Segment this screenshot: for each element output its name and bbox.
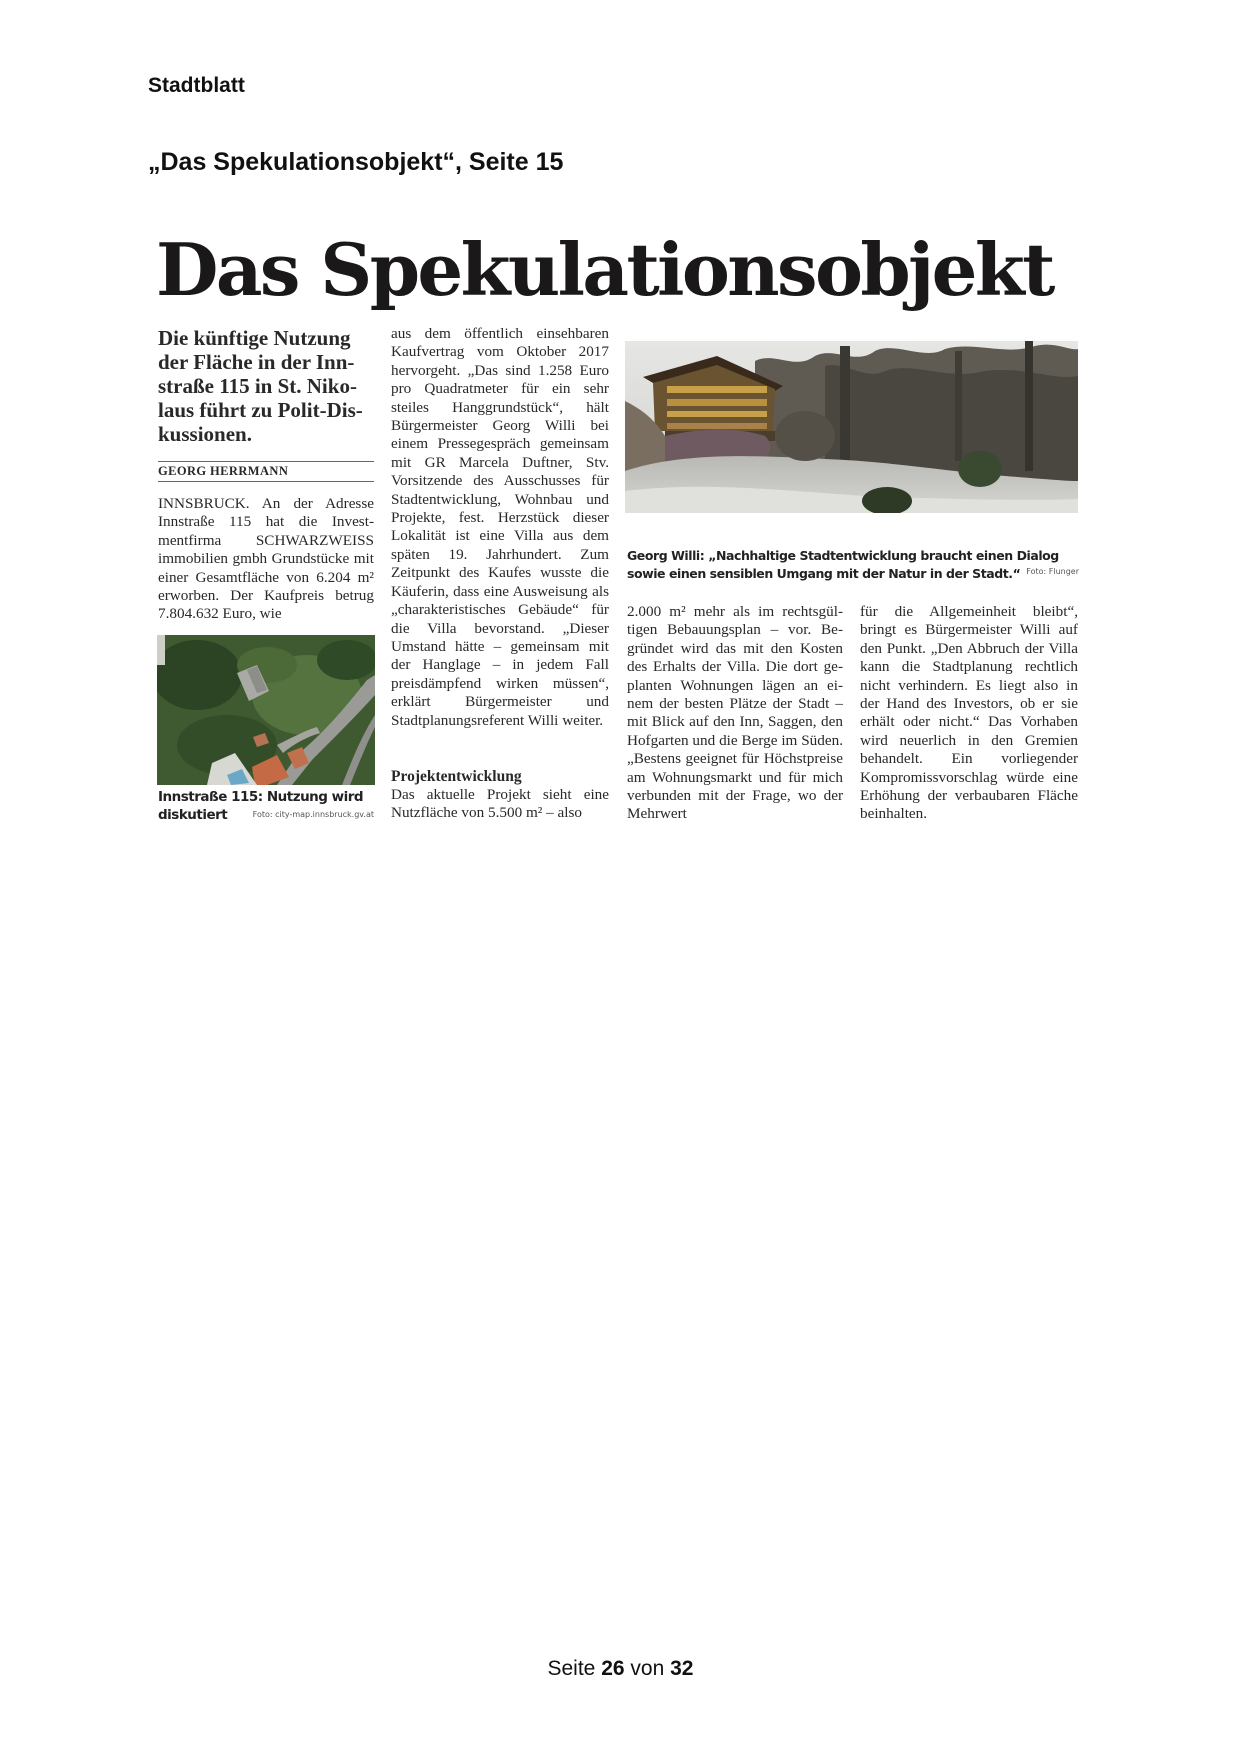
photo1-caption (158, 788, 374, 824)
article-column-2-continued: Das aktuelle Projekt sieht eine Nutzfläche von 5.500 m² – also (391, 786, 609, 822)
photo1-caption-text: Innstraße 115: Nutzung wird diskutiert (158, 789, 364, 823)
photo1-credit: Foto: city-map.innsbruck.gv.at (252, 810, 374, 819)
footer-middle: von (630, 1657, 665, 1680)
article-headline: Das Spekulationsobjekt (156, 227, 1053, 312)
byline-rule-top (158, 461, 374, 462)
footer-total-pages: 32 (670, 1657, 694, 1680)
article-column-2: aus dem öffentlich einsehbaren Kaufvertrag vom Oktober 2017 hervorgeht. „Das sind 1.258 Euro pro Quadratmeter für ein sehr steiles Hanggrundstück“, hält Bürgermeister Georg Willi bei einem Pressegespräch gemeinsam mit GR Marcela Duftner, Stv. Vorsitzende des Ausschusses für Stadtentwicklung, Wohnbau und Projekte, fest. Herzstück dieser Lokalität ist eine Villa aus dem späten 19. Jahrhundert. Zum Zeitpunkt des Kaufes wusste die Käuferin, dass eine Ausweisung als „charakteristisches Gebäude“ für die Villa bevorstand. „Dieser Umstand hätte – gemeinsam mit der Hanglage – in jedem Fall preisdämpfend wirken müssen“, erklärt Bürgermeister und Stadtplanungsreferent Willi weiter. (391, 325, 609, 729)
article-subheading: Projektentwicklung (391, 768, 522, 785)
aerial-map-photo (157, 635, 375, 785)
photo2-caption-text: Georg Willi: „Nachhaltige Stadtentwicklung braucht einen Dialog sowie einen sensiblen Umgang mit der Natur in der Stadt.“ (627, 548, 1059, 581)
photo2-caption (627, 547, 1079, 583)
article-column-1: INNSBRUCK. An der Adresse Innstraße 115 hat die Investmentfirma SCHWARZWEISS immobilien gmbh Grundstücke mit einer Gesamtfläche von 6.204 m² erworben. Der Kaufpreis betrug 7.804.632 Euro, wie (158, 495, 374, 623)
article-column-4: für die Allgemeinheit bleibt“, bringt es Bürgermeister Willi auf den Punkt. „Den Abbruch der Villa kann die Stadtplanung rechtlich nicht verhindern. Es liegt also in der Hand des Investors, ob er sie erhält oder nicht.“ Das Vorhaben wird neuerlich in den Gremien behandelt. Ein vorliegender Kompromissvorschlag würde eine Erhöhung der verbaubaren Fläche beinhalten. (860, 603, 1078, 823)
aerial-map-image (157, 635, 375, 785)
villa-photo (625, 341, 1078, 513)
publication-name: Stadtblatt (148, 74, 245, 97)
page-footer (0, 1657, 1241, 1681)
article-lead: Die künftige Nutzung der Fläche in der Innstraße 115 in St. Nikolaus führt zu Polit-Diskussionen. (158, 326, 363, 446)
footer-prefix: Seite (547, 1657, 596, 1680)
article-reference: „Das Spekulationsobjekt“, Seite 15 (148, 148, 564, 176)
footer-current-page: 26 (601, 1657, 625, 1680)
article-column-3: 2.000 m² mehr als im rechtsgültigen Bebauungsplan – vor. Begründet wird das mit den Kosten des Erhalts der Villa. Die dort geplanten Wohnungen lägen an einem der besten Plätze der Stadt – mit Blick auf den Inn, Saggen, den Hofgarten und die Berge im Süden. „Bestens geeignet für Höchstpreise am Wohnungsmarkt und für mich verbunden mit der Frage, wo der Mehrwert (627, 603, 843, 823)
article-byline: GEORG HERRMANN (158, 464, 289, 478)
byline-rule-bottom (158, 481, 374, 482)
photo2-credit: Foto: Flunger (1026, 567, 1079, 576)
villa-photo-image (625, 341, 1078, 513)
